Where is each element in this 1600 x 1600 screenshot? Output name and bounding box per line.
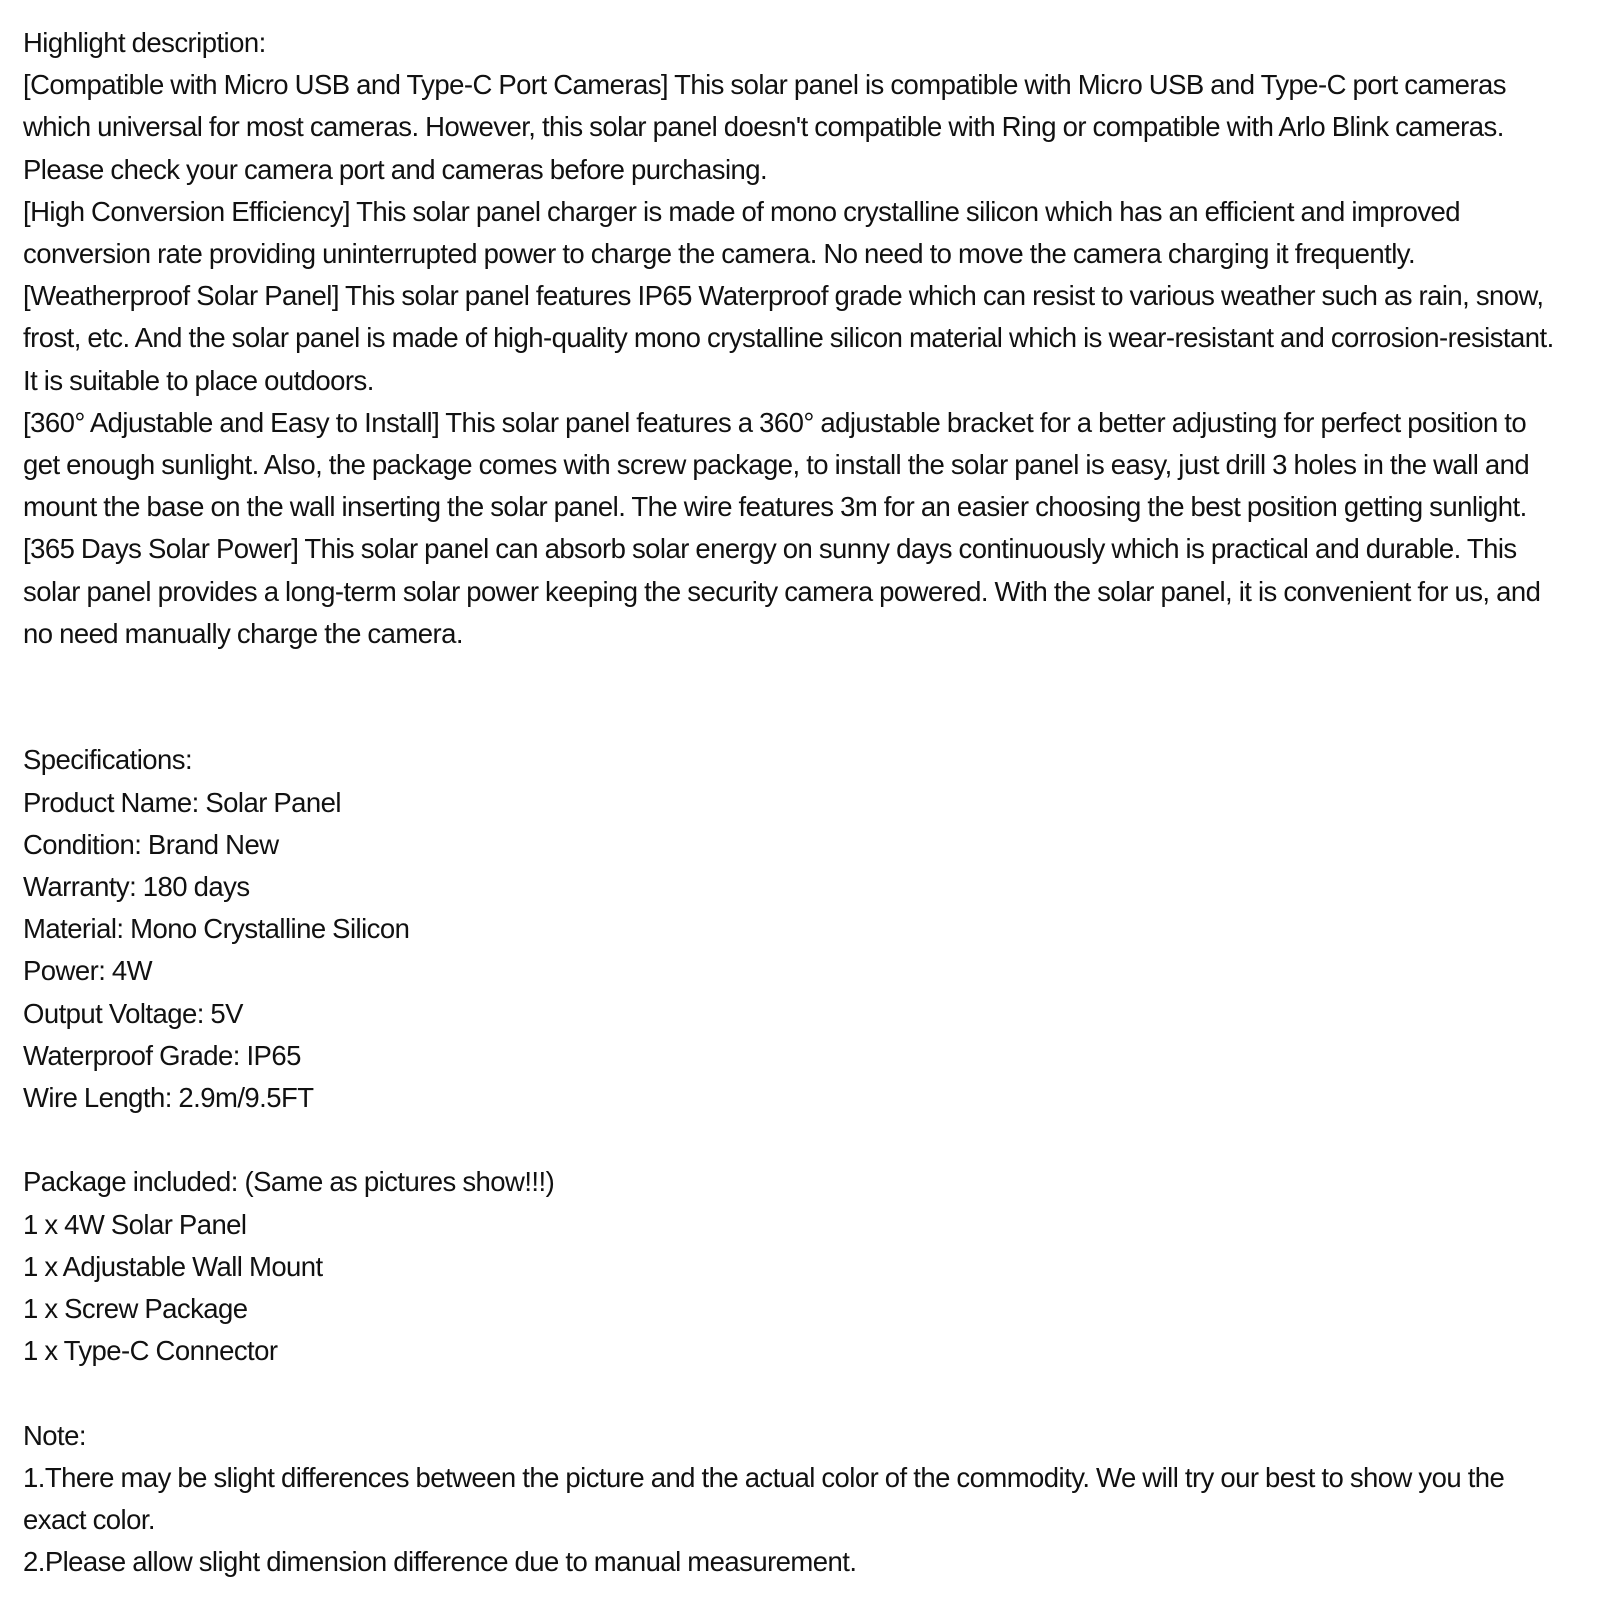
- highlight-line: mount the base on the wall inserting the solar panel. The wire features 3m for an easier choosing the best position getting sunlight.: [23, 491, 1527, 523]
- highlight-line: [High Conversion Efficiency] This solar panel charger is made of mono crystalline silicon which has an efficient and improved: [23, 195, 1461, 227]
- highlight-line: conversion rate providing uninterrupted power to charge the camera. No need to move the camera charging it frequently.: [23, 238, 1416, 270]
- highlight-line: [360° Adjustable and Easy to Install] This solar panel features a 360° adjustable bracket for a better adjusting for perfect position to: [23, 406, 1527, 438]
- note-heading: Note:: [23, 1419, 86, 1451]
- highlight-line: It is suitable to place outdoors.: [23, 364, 374, 396]
- highlight-line: [Compatible with Micro USB and Type-C Port Cameras] This solar panel is compatible with Micro USB and Type-C port cameras: [23, 69, 1506, 101]
- spec-item: Waterproof Grade: IP65: [23, 1039, 301, 1071]
- specifications-section: [23, 739, 1591, 1119]
- spec-item: Material: Mono Crystalline Silicon: [23, 913, 410, 945]
- highlight-heading: Highlight description:: [23, 27, 266, 58]
- spec-item: Product Name: Solar Panel: [23, 786, 341, 818]
- note-line: 1.There may be slight differences between the picture and the actual color of the commodity. We will try our best to show you the: [23, 1461, 1505, 1493]
- package-item: 1 x Screw Package: [23, 1293, 248, 1325]
- spec-item: Power: 4W: [23, 955, 153, 987]
- package-heading: Package included: (Same as pictures show!!!): [23, 1166, 555, 1198]
- highlight-line: Please check your camera port and cameras before purchasing.: [23, 153, 768, 185]
- package-section: [23, 1161, 1591, 1372]
- highlight-line: [365 Days Solar Power] This solar panel can absorb solar energy on sunny days continuously which is practical and durable. This: [23, 533, 1517, 565]
- specifications-heading: Specifications:: [23, 744, 193, 776]
- highlight-line: which universal for most cameras. However, this solar panel doesn't compatible with Ring or compatible with Arlo Blink cameras.: [23, 111, 1504, 143]
- package-item: 1 x Adjustable Wall Mount: [23, 1250, 323, 1282]
- section-spacer: [23, 1119, 1591, 1161]
- highlight-line: frost, etc. And the solar panel is made of high-quality mono crystalline silicon material which is wear-resistant and corrosion-resistant.: [23, 322, 1554, 354]
- highlight-line: no need manually charge the camera.: [23, 617, 463, 649]
- section-spacer: [23, 655, 1591, 739]
- highlight-section: [23, 22, 1591, 655]
- package-item: 1 x Type-C Connector: [23, 1335, 278, 1367]
- spec-item: Wire Length: 2.9m/9.5FT: [23, 1082, 314, 1114]
- note-line: 2.Please allow slight dimension difference due to manual measurement.: [23, 1546, 857, 1578]
- highlight-line: [Weatherproof Solar Panel] This solar panel features IP65 Waterproof grade which can resist to various weather such as rain, snow,: [23, 280, 1544, 312]
- product-description-document: [23, 22, 1591, 1583]
- spec-item: Warranty: 180 days: [23, 871, 250, 903]
- highlight-line: get enough sunlight. Also, the package comes with screw package, to install the solar panel is easy, just drill 3 holes in the wall and: [23, 449, 1530, 481]
- note-line: exact color.: [23, 1504, 155, 1536]
- spec-item: Output Voltage: 5V: [23, 997, 243, 1029]
- spec-item: Condition: Brand New: [23, 828, 279, 860]
- highlight-line: solar panel provides a long-term solar power keeping the security camera powered. With the solar panel, it is convenient for us, and: [23, 575, 1541, 607]
- note-section: [23, 1415, 1591, 1584]
- section-spacer: [23, 1372, 1591, 1414]
- package-item: 1 x 4W Solar Panel: [23, 1208, 247, 1240]
